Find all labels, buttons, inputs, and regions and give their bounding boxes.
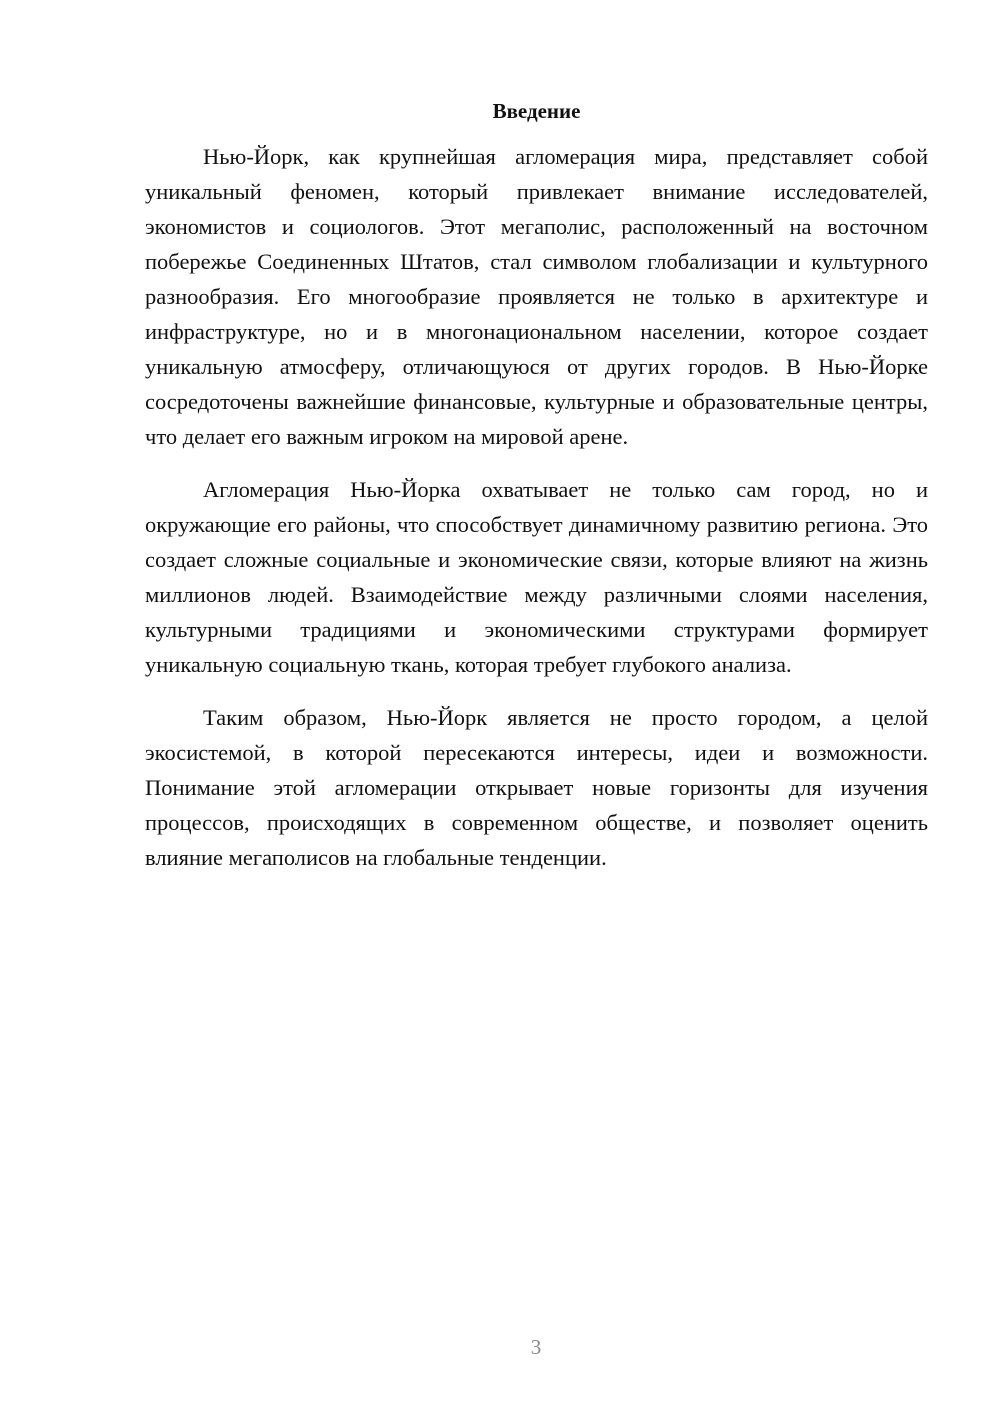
section-heading: Введение <box>492 99 581 123</box>
paragraph-2: Агломерация Нью-Йорка охватывает не только сам город, но и окружающие его районы, что способствует динамичному развитию региона. Это создает сложные социальные и экономические связи, которые влияют на жизнь миллионов людей. Взаимодействие между различными слоями населения, культурными традициями и экономическими структурами формирует уникальную социальную ткань, которая требует глубокого анализа. <box>145 477 928 677</box>
paragraph-3: Таким образом, Нью-Йорк является не просто городом, а целой экосистемой, в которой пересекаются интересы, идеи и возможности. Понимание этой агломерации открывает новые горизонты для изучения процессов, происходящих в современном обществе, и позволяет оценить влияние мегаполисов на глобальные тенденции. <box>145 705 928 870</box>
page-number: 3 <box>530 1335 542 1359</box>
paragraph-1: Нью-Йорк, как крупнейшая агломерация мира, представляет собой уникальный феномен, который привлекает внимание исследователей, экономистов и социологов. Этот мегаполис, расположенный на восточном побережье Соединенных Штатов, стал символом глобализации и культурного разнообразия. Его многообразие проявляется не только в архитектуре и инфраструктуре, но и в многонациональном населении, которое создает уникальную атмосферу, отличающуюся от других городов. В Нью-Йорке сосредоточены важнейшие финансовые, культурные и образовательные центры, что делает его важным игроком на мировой арене. <box>145 144 928 449</box>
page-content <box>145 96 928 893</box>
